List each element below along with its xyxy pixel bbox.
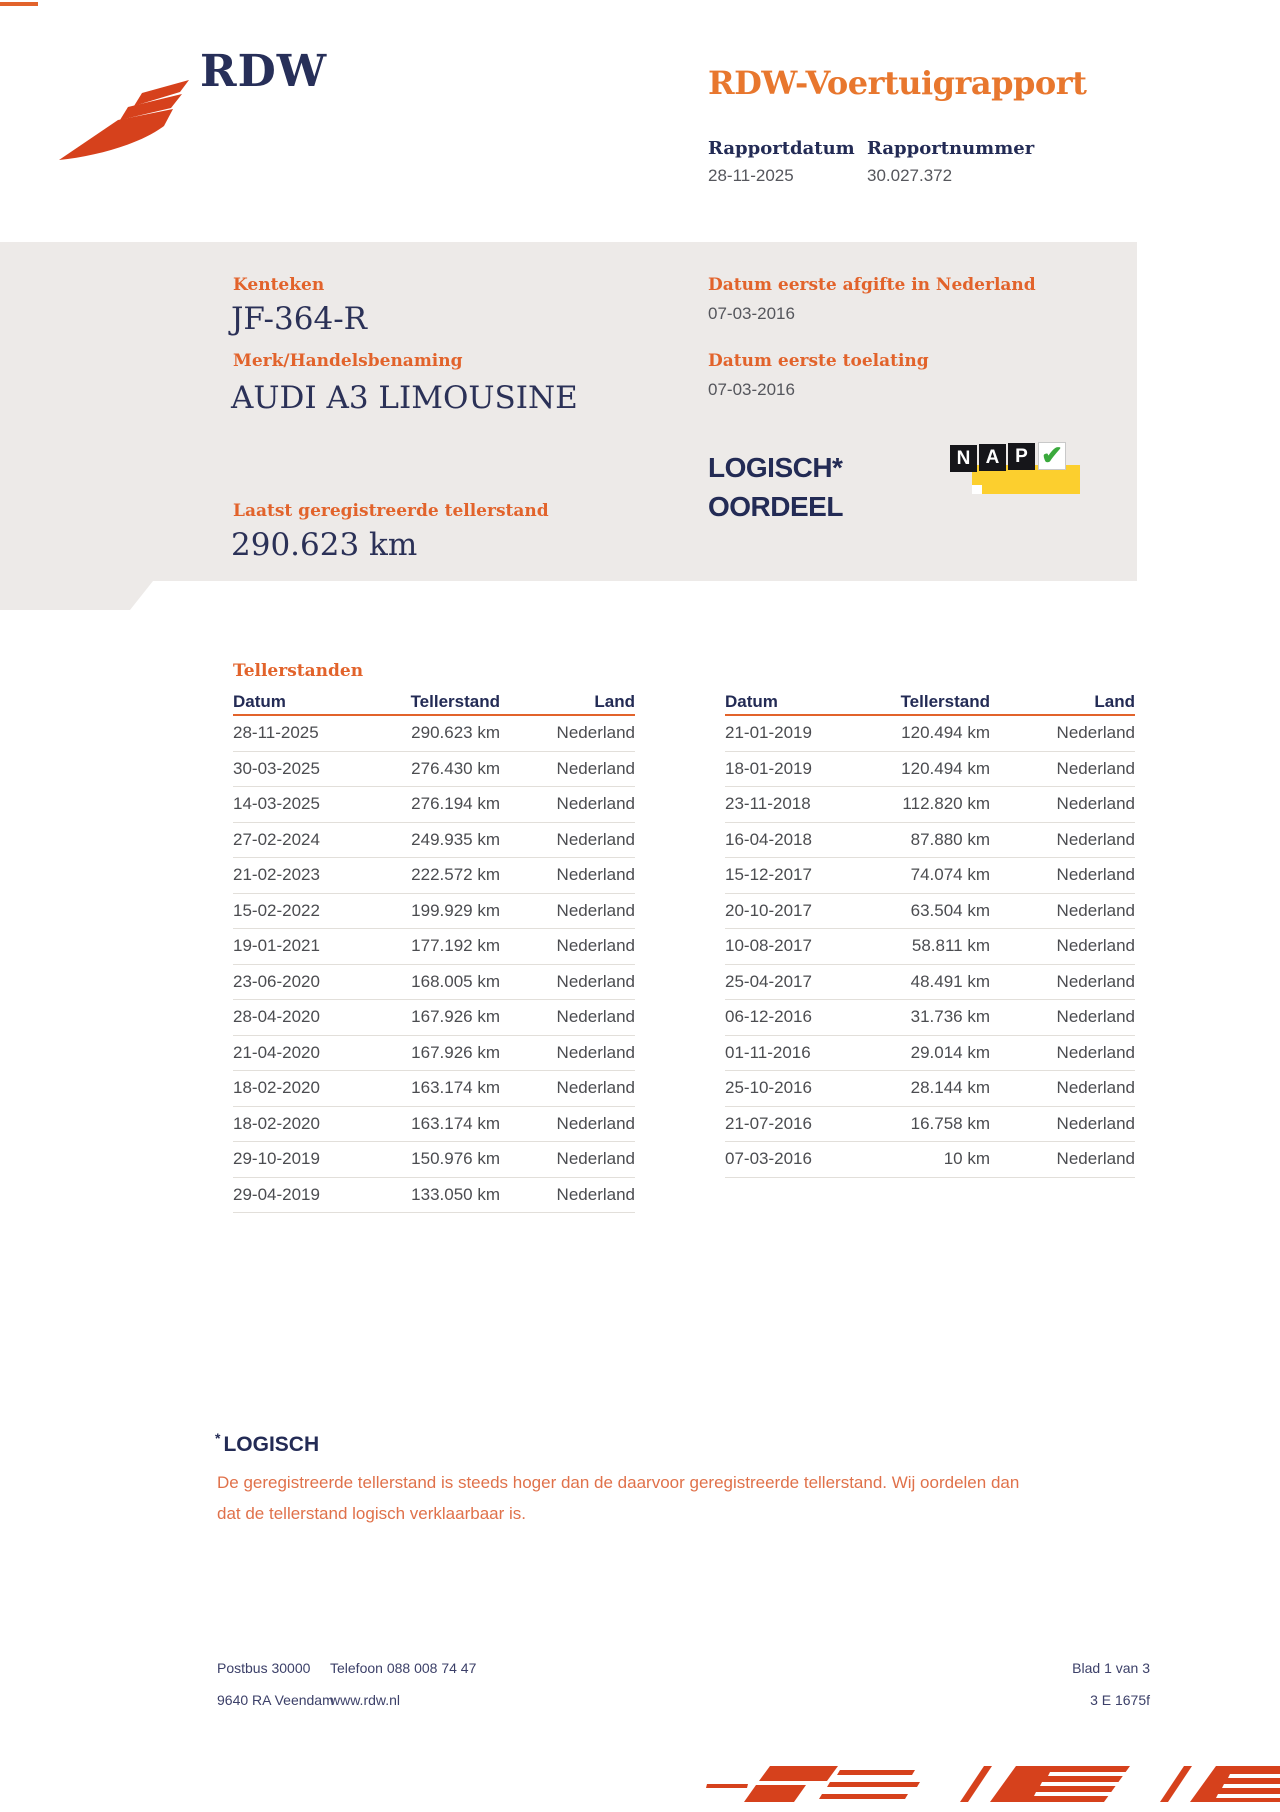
cell-land: Nederland <box>1056 900 1135 920</box>
cell-land: Nederland <box>1056 758 1135 778</box>
cell-tellerstand: 150.976 km <box>411 1149 500 1168</box>
cell-datum: 01-11-2016 <box>725 1042 811 1062</box>
bottom-stripes-graphic <box>690 1762 1280 1812</box>
laatste-tellerstand-value: 290.623 km <box>231 527 418 563</box>
table-row <box>233 752 635 788</box>
cell-land: Nederland <box>556 865 635 884</box>
cell-datum: 18-01-2019 <box>725 758 812 778</box>
cell-datum: 10-08-2017 <box>725 936 812 955</box>
table-header-row <box>725 692 1135 716</box>
report-number-label: Rapportnummer <box>867 138 1035 159</box>
cell-land: Nederland <box>556 1042 635 1062</box>
cell-tellerstand: 120.494 km <box>901 758 990 778</box>
cell-datum: 16-04-2018 <box>725 829 812 849</box>
cell-land: Nederland <box>1056 971 1135 991</box>
cell-datum: 07-03-2016 <box>725 1149 812 1168</box>
cell-land: Nederland <box>1056 1149 1135 1168</box>
table-row <box>725 1071 1135 1107</box>
table-row <box>725 858 1135 894</box>
col-header-tellerstand: Tellerstand <box>410 692 500 711</box>
table-row <box>725 929 1135 965</box>
table-row <box>725 894 1135 930</box>
report-date-label: Rapportdatum <box>708 138 855 159</box>
cell-land: Nederland <box>556 1149 635 1168</box>
table-header-row <box>233 692 635 716</box>
cell-tellerstand: 133.050 km <box>411 1184 500 1204</box>
cell-tellerstand: 28.144 km <box>910 1078 990 1097</box>
cell-land: Nederland <box>1056 723 1135 742</box>
table-row <box>725 1036 1135 1072</box>
cell-datum: 19-01-2021 <box>233 936 320 955</box>
col-header-land: Land <box>594 692 635 711</box>
table-row <box>233 1071 635 1107</box>
cell-land: Nederland <box>556 758 635 778</box>
merk-value: AUDI A3 LIMOUSINE <box>231 380 578 416</box>
cell-datum: 28-11-2025 <box>233 723 319 742</box>
cell-datum: 18-02-2020 <box>233 1078 320 1097</box>
page-title: RDW-Voertuigrapport <box>708 64 1087 102</box>
cell-datum: 15-12-2017 <box>725 865 812 884</box>
cell-land: Nederland <box>556 829 635 849</box>
cell-datum: 30-03-2025 <box>233 758 320 778</box>
vehicle-summary-panel <box>0 242 1137 610</box>
footer-city: 9640 RA Veendam <box>217 1692 334 1708</box>
cell-datum: 25-04-2017 <box>725 971 812 991</box>
footer-phone: Telefoon 088 008 74 47 <box>330 1660 477 1676</box>
cell-tellerstand: 199.929 km <box>411 900 500 920</box>
tellerstanden-table-right <box>725 692 1135 1178</box>
cell-datum: 29-10-2019 <box>233 1149 320 1168</box>
cell-tellerstand: 87.880 km <box>910 829 990 849</box>
cell-datum: 15-02-2022 <box>233 900 320 920</box>
cell-land: Nederland <box>556 936 635 955</box>
kenteken-value: JF-364-R <box>231 301 368 337</box>
table-row <box>233 858 635 894</box>
cell-datum: 27-02-2024 <box>233 829 320 849</box>
footer-website: www.rdw.nl <box>330 1692 401 1708</box>
cell-land: Nederland <box>556 900 635 920</box>
cell-tellerstand: 74.074 km <box>910 865 990 884</box>
cell-tellerstand: 58.811 km <box>911 936 990 955</box>
cell-tellerstand: 112.820 km <box>902 794 990 813</box>
cell-land: Nederland <box>1056 1078 1135 1097</box>
table-row <box>725 1000 1135 1036</box>
nap-letter-a: A <box>979 444 1006 471</box>
table-row <box>233 787 635 823</box>
cell-tellerstand: 168.005 km <box>411 971 500 991</box>
cell-land: Nederland <box>556 723 635 742</box>
cell-land: Nederland <box>556 1078 635 1097</box>
cell-tellerstand: 276.194 km <box>411 794 500 813</box>
cell-tellerstand: 63.504 km <box>910 900 990 920</box>
col-header-tellerstand: Tellerstand <box>900 692 990 711</box>
cell-land: Nederland <box>1056 794 1135 813</box>
table-row <box>725 752 1135 788</box>
footnote-line1: De geregistreerde tellerstand is steeds hoger dan de daarvoor geregistreerde tellerstand. Wij oordelen dan <box>217 1473 1020 1492</box>
cell-tellerstand: 163.174 km <box>411 1113 500 1133</box>
table-row <box>233 929 635 965</box>
table-row <box>233 894 635 930</box>
table-row <box>725 823 1135 859</box>
table-body <box>233 716 635 1213</box>
cell-tellerstand: 276.430 km <box>411 758 500 778</box>
cell-datum: 18-02-2020 <box>233 1113 320 1133</box>
cell-tellerstand: 290.623 km <box>411 723 500 742</box>
cell-datum: 29-04-2019 <box>233 1184 320 1204</box>
cell-tellerstand: 167.926 km <box>411 1007 500 1026</box>
cell-datum: 21-02-2023 <box>233 865 320 884</box>
table-row <box>233 1036 635 1072</box>
nap-letter-p: P <box>1008 443 1035 470</box>
table-row <box>725 1107 1135 1143</box>
table-row <box>725 965 1135 1001</box>
table-row <box>233 1142 635 1178</box>
cell-land: Nederland <box>556 1184 635 1204</box>
table-row <box>233 716 635 752</box>
footer-postbus: Postbus 30000 <box>217 1660 311 1676</box>
tellerstanden-table-left <box>233 692 635 1213</box>
cell-tellerstand: 29.014 km <box>910 1042 990 1062</box>
cell-tellerstand: 163.174 km <box>411 1078 500 1097</box>
footer-form-code: 3 E 1675f <box>1090 1692 1150 1708</box>
cell-land: Nederland <box>1056 865 1135 884</box>
cell-datum: 21-01-2019 <box>725 723 812 742</box>
oordeel-text <box>708 448 843 526</box>
cell-datum: 20-10-2017 <box>725 900 812 920</box>
table-row <box>725 716 1135 752</box>
report-date-value: 28-11-2025 <box>708 166 794 185</box>
table-row <box>725 787 1135 823</box>
cell-datum: 21-04-2020 <box>233 1042 320 1062</box>
nap-logo <box>950 441 1082 496</box>
footnote-title <box>215 1430 319 1457</box>
laatste-tellerstand-label: Laatst geregistreerde tellerstand <box>233 501 549 521</box>
cell-land: Nederland <box>1056 1113 1135 1133</box>
afgifte-value: 07-03-2016 <box>708 304 795 323</box>
cell-land: Nederland <box>1056 936 1135 955</box>
cell-tellerstand: 167.926 km <box>411 1042 500 1062</box>
table-row <box>233 1178 635 1214</box>
cell-land: Nederland <box>556 1007 635 1026</box>
rdw-feather-logo <box>52 56 192 166</box>
footnote-title-text: LOGISCH <box>223 1433 320 1456</box>
cell-tellerstand: 10 km <box>943 1149 990 1168</box>
cell-tellerstand: 249.935 km <box>411 829 500 849</box>
top-edge-graphic <box>0 2 38 6</box>
table-row <box>233 1000 635 1036</box>
nap-letter-n: N <box>950 445 977 472</box>
cell-tellerstand: 177.192 km <box>411 936 500 955</box>
tellerstanden-heading: Tellerstanden <box>233 661 364 681</box>
oordeel-line2: OORDEEL <box>708 491 843 522</box>
cell-land: Nederland <box>1056 829 1135 849</box>
cell-datum: 21-07-2016 <box>725 1113 812 1133</box>
cell-datum: 28-04-2020 <box>233 1007 320 1026</box>
cell-land: Nederland <box>1056 1007 1135 1026</box>
col-header-datum: Datum <box>233 692 286 711</box>
footnote-line2: dat de tellerstand logisch verklaarbaar is. <box>217 1504 526 1523</box>
cell-datum: 14-03-2025 <box>233 794 320 813</box>
table-body <box>725 716 1135 1178</box>
nap-check-icon: ✔ <box>1038 442 1066 470</box>
col-header-land: Land <box>1094 692 1135 711</box>
report-number-value: 30.027.372 <box>867 166 953 185</box>
cell-tellerstand: 120.494 km <box>901 723 990 742</box>
table-row <box>233 965 635 1001</box>
toelating-label: Datum eerste toelating <box>708 351 929 371</box>
cell-datum: 25-10-2016 <box>725 1078 812 1097</box>
cell-land: Nederland <box>556 794 635 813</box>
table-row <box>233 1107 635 1143</box>
nap-notch <box>972 485 982 494</box>
toelating-value: 07-03-2016 <box>708 380 795 399</box>
oordeel-line1: LOGISCH* <box>708 452 843 483</box>
table-row <box>233 823 635 859</box>
cell-datum: 06-12-2016 <box>725 1007 812 1026</box>
footer-page-info: Blad 1 van 3 <box>1072 1660 1150 1676</box>
cell-tellerstand: 16.758 km <box>910 1113 990 1133</box>
cell-datum: 23-06-2020 <box>233 971 320 991</box>
afgifte-label: Datum eerste afgifte in Nederland <box>708 275 1036 295</box>
cell-tellerstand: 31.736 km <box>910 1007 990 1026</box>
cell-tellerstand: 48.491 km <box>910 971 990 991</box>
cell-datum: 23-11-2018 <box>725 794 811 813</box>
kenteken-label: Kenteken <box>233 275 325 295</box>
cell-land: Nederland <box>1056 1042 1135 1062</box>
cell-land: Nederland <box>556 971 635 991</box>
col-header-datum: Datum <box>725 692 778 711</box>
merk-label: Merk/Handelsbenaming <box>233 351 463 371</box>
cell-land: Nederland <box>556 1113 635 1133</box>
cell-tellerstand: 222.572 km <box>411 865 500 884</box>
footnote-body <box>217 1467 1077 1529</box>
table-row <box>725 1142 1135 1178</box>
footnote-asterisk: * <box>215 1430 221 1446</box>
rdw-logo-text: RDW <box>200 46 328 97</box>
